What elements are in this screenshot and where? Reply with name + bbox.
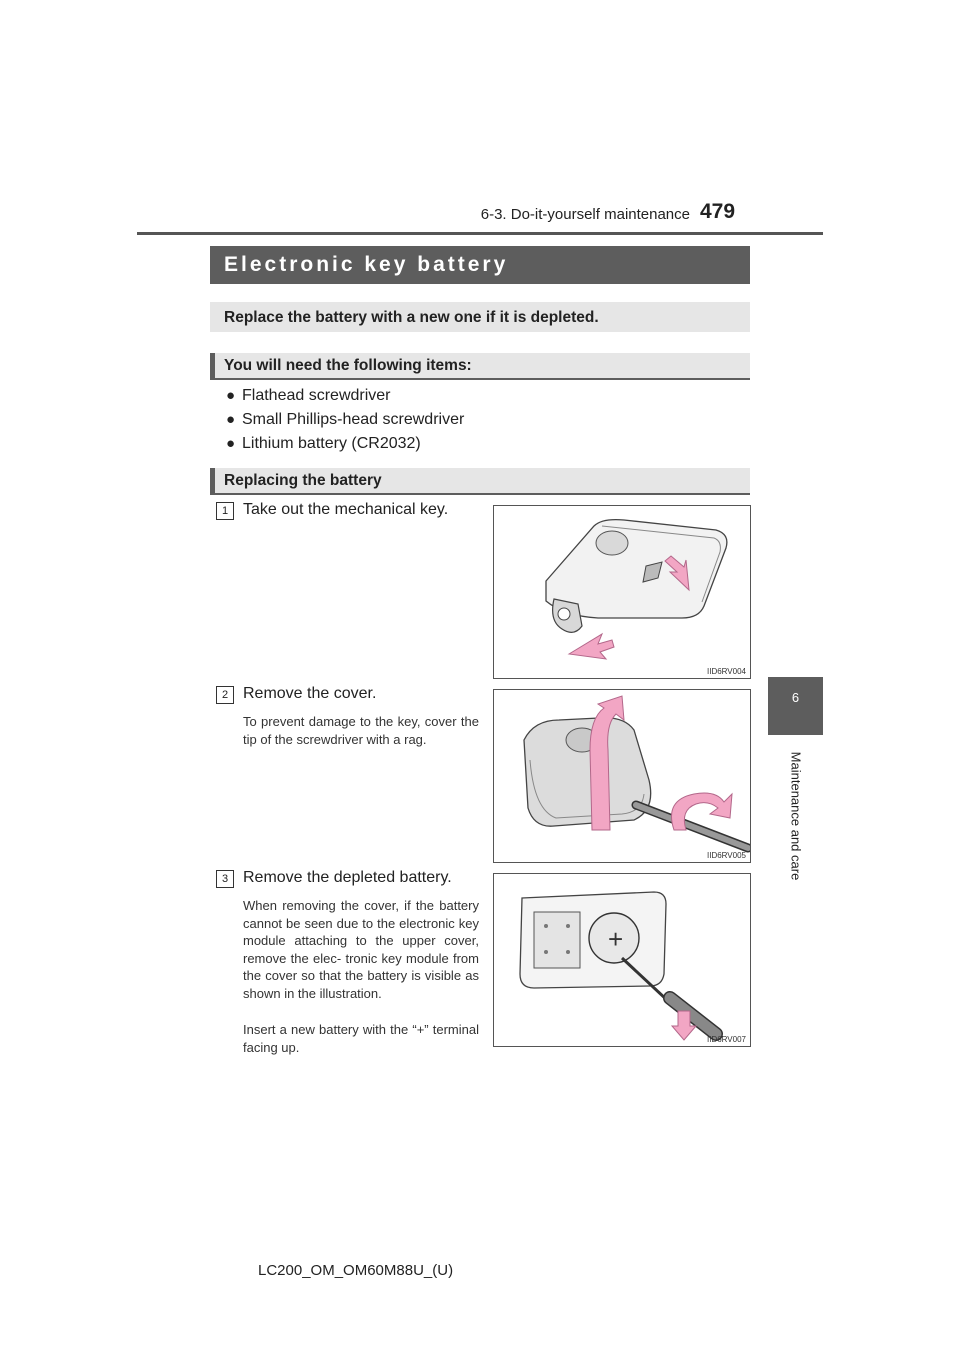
replacing-heading: Replacing the battery [224, 472, 382, 489]
step-note: Insert a new battery with the “+” terminal facing up. [243, 1022, 479, 1055]
list-item: ● Small Phillips-head screwdriver [226, 411, 465, 428]
step-title: Take out the mechanical key. [243, 501, 449, 518]
figure-remove-mechanical-key [493, 505, 751, 679]
step-number: 3 [216, 870, 234, 888]
page-title: Electronic key battery [224, 253, 509, 276]
step-number: 2 [216, 686, 234, 704]
chapter-tab [768, 677, 823, 735]
items-heading: You will need the following items: [224, 357, 472, 374]
step-note: When removing the cover, if the battery cannot be seen due to the electronic key module attaching to the upper cover, remove the elec- tronic key module from the cover so that the battery is visible as shown in the illustration. [243, 898, 479, 1001]
list-item: ● Lithium battery (CR2032) [226, 435, 421, 452]
chapter-label [768, 740, 823, 892]
step-number: 1 [216, 502, 234, 520]
figure-code: IID6RV005 [707, 851, 746, 860]
header-rule [137, 232, 823, 235]
step-note: To prevent damage to the key, cover the tip of the screwdriver with a rag. [243, 714, 479, 747]
figure-remove-cover [493, 689, 751, 863]
chapter-label-text: Maintenance and care [788, 751, 803, 881]
figure-remove-battery [493, 873, 751, 1047]
replacing-heading-bar [210, 468, 750, 495]
page-title-bar [210, 246, 750, 284]
items-heading-bar [210, 353, 750, 380]
intro-text: Replace the battery with a new one if it is depleted. [224, 309, 599, 326]
list-item: ● Flathead screwdriver [226, 387, 391, 404]
step-title: Remove the depleted battery. [243, 869, 452, 886]
bullet-icon: ● [226, 387, 236, 404]
svg-text:+: + [608, 924, 624, 954]
chapter-number: 6 [791, 690, 800, 705]
bullet-icon: ● [226, 435, 236, 452]
figure-code: IID6RV004 [707, 667, 746, 676]
header-section-title: 6-3. Do-it-yourself maintenance [480, 206, 690, 223]
figure-code: IID6RV007 [707, 1035, 746, 1044]
footer-code: LC200_OM_OM60M88U_(U) [258, 1262, 454, 1279]
intro-bar [210, 302, 750, 332]
bullet-icon: ● [226, 411, 236, 428]
page-number: 479 [700, 200, 736, 223]
step-title: Remove the cover. [243, 685, 377, 702]
